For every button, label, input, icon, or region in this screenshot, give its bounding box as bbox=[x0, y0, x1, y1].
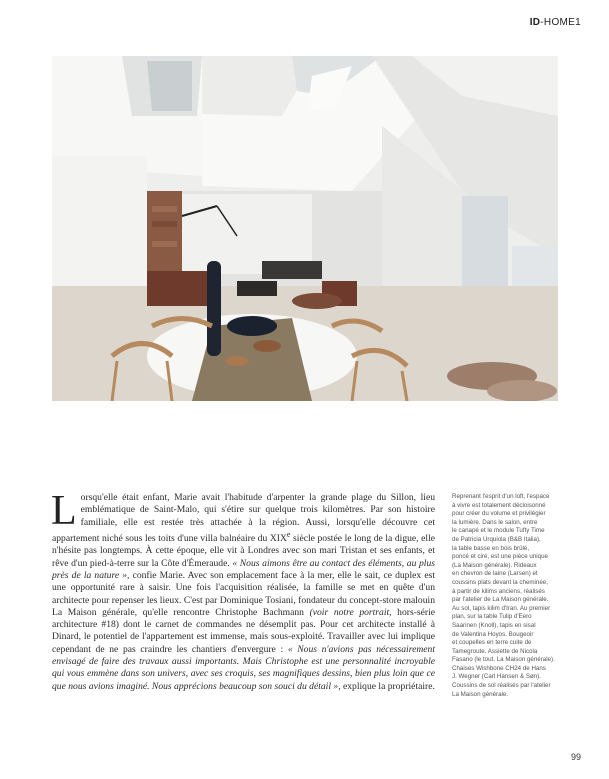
caption-line: Fasano (le tout, La Maison générale). bbox=[452, 656, 555, 664]
caption-line: en chevron de laine (Larsen) et bbox=[452, 570, 538, 578]
century-superscript: e bbox=[286, 529, 291, 539]
article-paragraph bbox=[51, 488, 436, 693]
magazine-brand: ID bbox=[529, 17, 541, 28]
caption-line: Tamegroute. Assiette de Nicola bbox=[452, 647, 538, 655]
article-text-closing: , explique la propriétaire. bbox=[338, 680, 435, 692]
caption-line: Saarinen (Knoll), tapis en sisal bbox=[452, 621, 536, 629]
caption-line: coussins plats devant la cheminée, bbox=[452, 578, 548, 586]
caption-line: la lumière. Dans le salon, entre bbox=[452, 518, 538, 526]
caption-line: Chaises Wishbone CH24 de Hans bbox=[452, 664, 546, 672]
caption-line: Au sol, tapis kilim d'Iran. Au premier bbox=[452, 604, 551, 612]
caption-line: à partir de kilims anciens, réalisés bbox=[452, 587, 545, 595]
caption-line: plan, sur la table Tulip d'Eero bbox=[452, 613, 532, 621]
drop-cap: L bbox=[51, 488, 77, 534]
section-name: -HOME1 bbox=[540, 17, 581, 28]
caption-line: par l'atelier de La Maison générale. bbox=[452, 596, 549, 604]
quote-marie: « Nous aimons être au contact des éléments, au plus près de la nature » bbox=[52, 557, 435, 581]
article-text-middle: , confie Marie. Avec son emplacement face à la mer, elle le sait, ce duplex est une opportunité rare à saisir. Une fois l'acquisition réalisée, la famille se met en quête d'un architecte pour repenser les lieux. C'est par Dominique Tosiani, fondateur du concept-store malouin La Maison générale, qu'elle rencontre Christophe Bachmann bbox=[52, 569, 435, 618]
section-header bbox=[530, 17, 581, 28]
caption-line: de Valentina Hoyos. Bougeoir bbox=[452, 630, 534, 638]
caption-line: le canapé et le module Tufty Time bbox=[452, 527, 545, 535]
interior-photo bbox=[52, 56, 558, 401]
quote-owner: « Nous n'avions pas nécessairement envisagé de faire des travaux aussi importants. Mais Christophe est une personnalité incroyable qui vous emmène dans son univers, avec ses croquis, ses magnifiques dessins, bien plus loin que ce que nous avions imaginé. Nous apprécions beaucoup son souci du détail » bbox=[52, 643, 435, 692]
photo-caption bbox=[452, 493, 560, 699]
caption-line: pour créer du volume et privilégier bbox=[452, 510, 546, 518]
caption-line: à vivre est totalement décloisonné bbox=[452, 501, 546, 509]
article-text-start: orsqu'elle était enfant, Marie avait l'habitude d'arpenter la grande plage du Sillon, lieu emblématique de Saint-Malo, qui s'étire sur quelque trois kilomètres. Par son histoire familiale, elle est restée très attachée à la région. Aussi, lorsqu'elle découvre cet appartement niché sous les toits d'une villa balnéaire du XIX bbox=[52, 492, 435, 545]
caption-line: La Maison générale. bbox=[452, 690, 509, 698]
article-text-after-portrait: hors-série architecture #18) dont le carnet de commandes ne désemplit pas. Pour cet architecte installé à Dinard, le potentiel de l'appartement est immense, mais sous-exploité. Travailler avec lui implique cependant de ne pas craindre les chantiers d'envergure : bbox=[52, 606, 436, 655]
article-text-after-sup: siècle postée le long de la digue, elle n'hésite pas longtemps. À cette époque, elle vit à Londres avec son mari Tristan et ses enfants, et rêve d'un pied-à-terre sur la Côte d'Émeraude. bbox=[52, 533, 435, 569]
caption-line: poncé et ciré, est une pièce unique bbox=[452, 553, 548, 561]
caption-line: Reprenant l'esprit d'un loft, l'espace bbox=[452, 493, 550, 500]
caption-line: et coupelles en terre cuite de bbox=[452, 639, 532, 647]
caption-line: la table basse en bois brûlé, bbox=[452, 544, 530, 552]
article-body bbox=[51, 488, 436, 693]
caption-line: (La Maison générale). Rideaux bbox=[452, 561, 537, 569]
caption-line: Coussins de sol réalisés par l'atelier bbox=[452, 682, 551, 690]
caption-line: de Patricia Urquiola (B&B Italia), bbox=[452, 535, 541, 543]
caption-line: J. Wegner (Carl Hansen & Søn). bbox=[452, 673, 541, 681]
portrait-note: (voir notre portrait, bbox=[309, 606, 392, 618]
page-number: 99 bbox=[570, 752, 581, 762]
